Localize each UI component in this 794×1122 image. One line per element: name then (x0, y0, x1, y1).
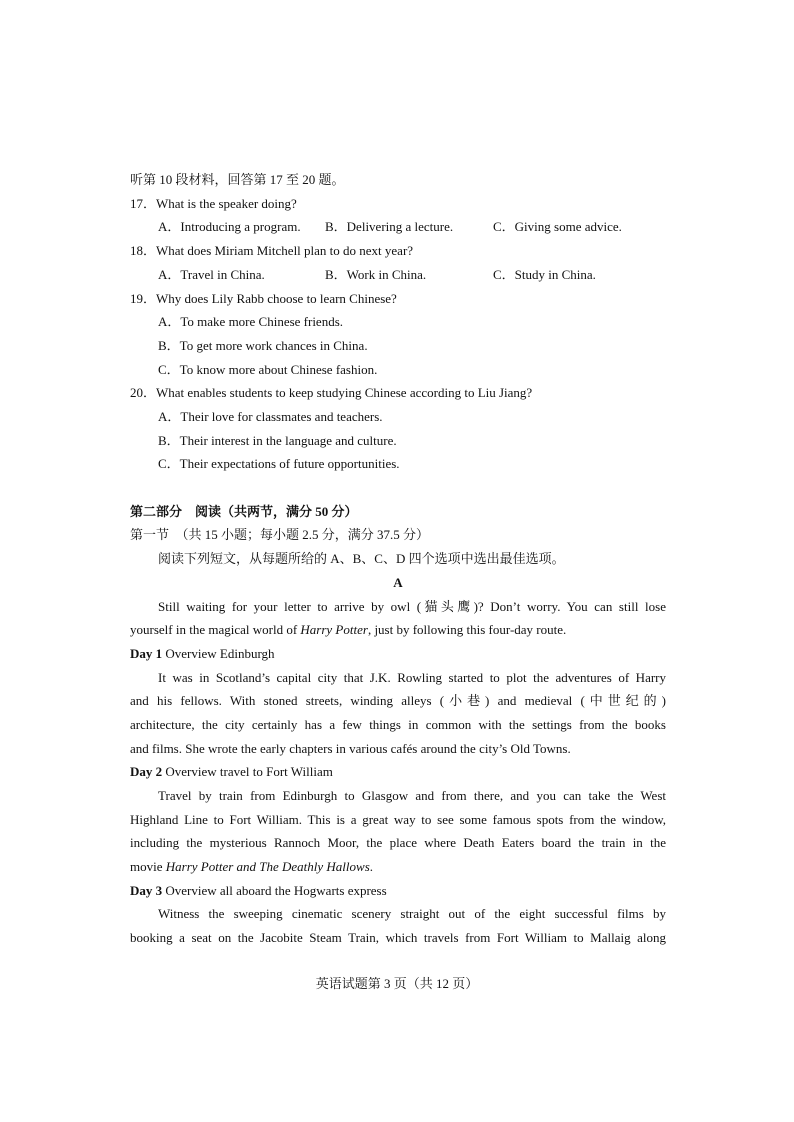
listening-intro: 听第 10 段材料，回答第 17 至 20 题。 (130, 172, 345, 187)
text-run: yourself in the magical world of (130, 622, 301, 637)
option-a[interactable]: A．Introducing a program. (158, 219, 301, 234)
option-c[interactable]: C．Study in China. (493, 267, 596, 282)
option-b[interactable]: B．To get more work chances in China. (158, 338, 368, 353)
question-18 (130, 239, 666, 263)
question-text: Why does Lily Rabb choose to learn Chinese? (156, 291, 397, 306)
option-c[interactable]: C．Their expectations of future opportunities. (158, 456, 400, 471)
passage-text (130, 855, 666, 879)
day-title: Overview Edinburgh (162, 646, 275, 661)
option-a[interactable]: A．Travel in China. (158, 267, 265, 282)
passage-text (130, 618, 666, 642)
question-20 (130, 381, 666, 405)
page-footer: 英语试题第 3 页（共 12 页） (315, 976, 479, 991)
option-b[interactable]: B．Delivering a lecture. (325, 219, 454, 234)
day-title: Overview all aboard the Hogwarts express (162, 883, 387, 898)
option-a[interactable]: A．To make more Chinese friends. (158, 314, 344, 329)
option-a[interactable]: A．Their love for classmates and teachers. (158, 409, 383, 424)
question-text: What is the speaker doing? (156, 196, 297, 211)
question-number: 19． (130, 291, 157, 306)
part-title: 第二部分 阅读（共两节，满分 50 分） (130, 504, 358, 519)
passage-text: It was in Scotland’s capital city that J.K. Rowling started to plot the adventures of Harry (158, 670, 666, 685)
option-b[interactable]: B．Work in China. (325, 267, 427, 282)
question-number: 20． (130, 385, 157, 400)
section-title: 第一节 （共 15 小题；每小题 2.5 分，满分 37.5 分） (130, 527, 430, 542)
text-run: movie (130, 859, 166, 874)
day-title: Overview travel to Fort William (162, 764, 333, 779)
book-title: Harry Potter (300, 622, 368, 637)
question-number: 17． (130, 196, 157, 211)
day-label: Day 1 (130, 646, 163, 661)
passage-text: Witness the sweeping cinematic scenery straight out of the eight successful films by (158, 906, 666, 921)
passage-text: and films. She wrote the early chapters in various cafés around the city’s Old Towns. (130, 741, 571, 756)
question-text: What does Miriam Mitchell plan to do next year? (156, 243, 414, 258)
question-19 (130, 287, 666, 311)
passage-text: Still waiting for your letter to arrive by owl (猫头鹰)? Don’t worry. You can still lose (158, 599, 666, 614)
movie-title: Harry Potter and The Deathly Hallows (165, 859, 370, 874)
passage-text: booking a seat on the Jacobite Steam Train, which travels from Fort William to Mallaig along (130, 930, 666, 945)
question-17 (130, 192, 666, 216)
passage-text: Travel by train from Edinburgh to Glasgow and from there, and you can take the West (158, 788, 666, 803)
passage-label: A (393, 575, 403, 590)
option-c[interactable]: C．To know more about Chinese fashion. (158, 362, 378, 377)
text-run: , just by following this four-day route. (367, 622, 567, 637)
passage-text: including the mysterious Rannoch Moor, the place where Death Eaters board the train in the (130, 835, 666, 850)
passage-text: architecture, the city certainly has a few things in common with the settings from the books (130, 717, 666, 732)
option-b[interactable]: B．Their interest in the language and culture. (158, 433, 397, 448)
question-text: What enables students to keep studying Chinese according to Liu Jiang? (156, 385, 533, 400)
day-heading (130, 760, 666, 784)
passage-text: and his fellows. With stoned streets, winding alleys (小巷) and medieval (中世纪的) (130, 693, 666, 708)
day-label: Day 2 (130, 764, 163, 779)
question-number: 18． (130, 243, 157, 258)
day-label: Day 3 (130, 883, 163, 898)
text-run: . (369, 859, 374, 874)
option-c[interactable]: C．Giving some advice. (493, 219, 622, 234)
day-heading (130, 879, 666, 903)
instruction: 阅读下列短文，从每题所给的 A、B、C、D 四个选项中选出最佳选项。 (158, 551, 565, 566)
day-heading (130, 642, 666, 666)
passage-text: Highland Line to Fort William. This is a great way to see some famous spots from the window, (130, 812, 666, 827)
